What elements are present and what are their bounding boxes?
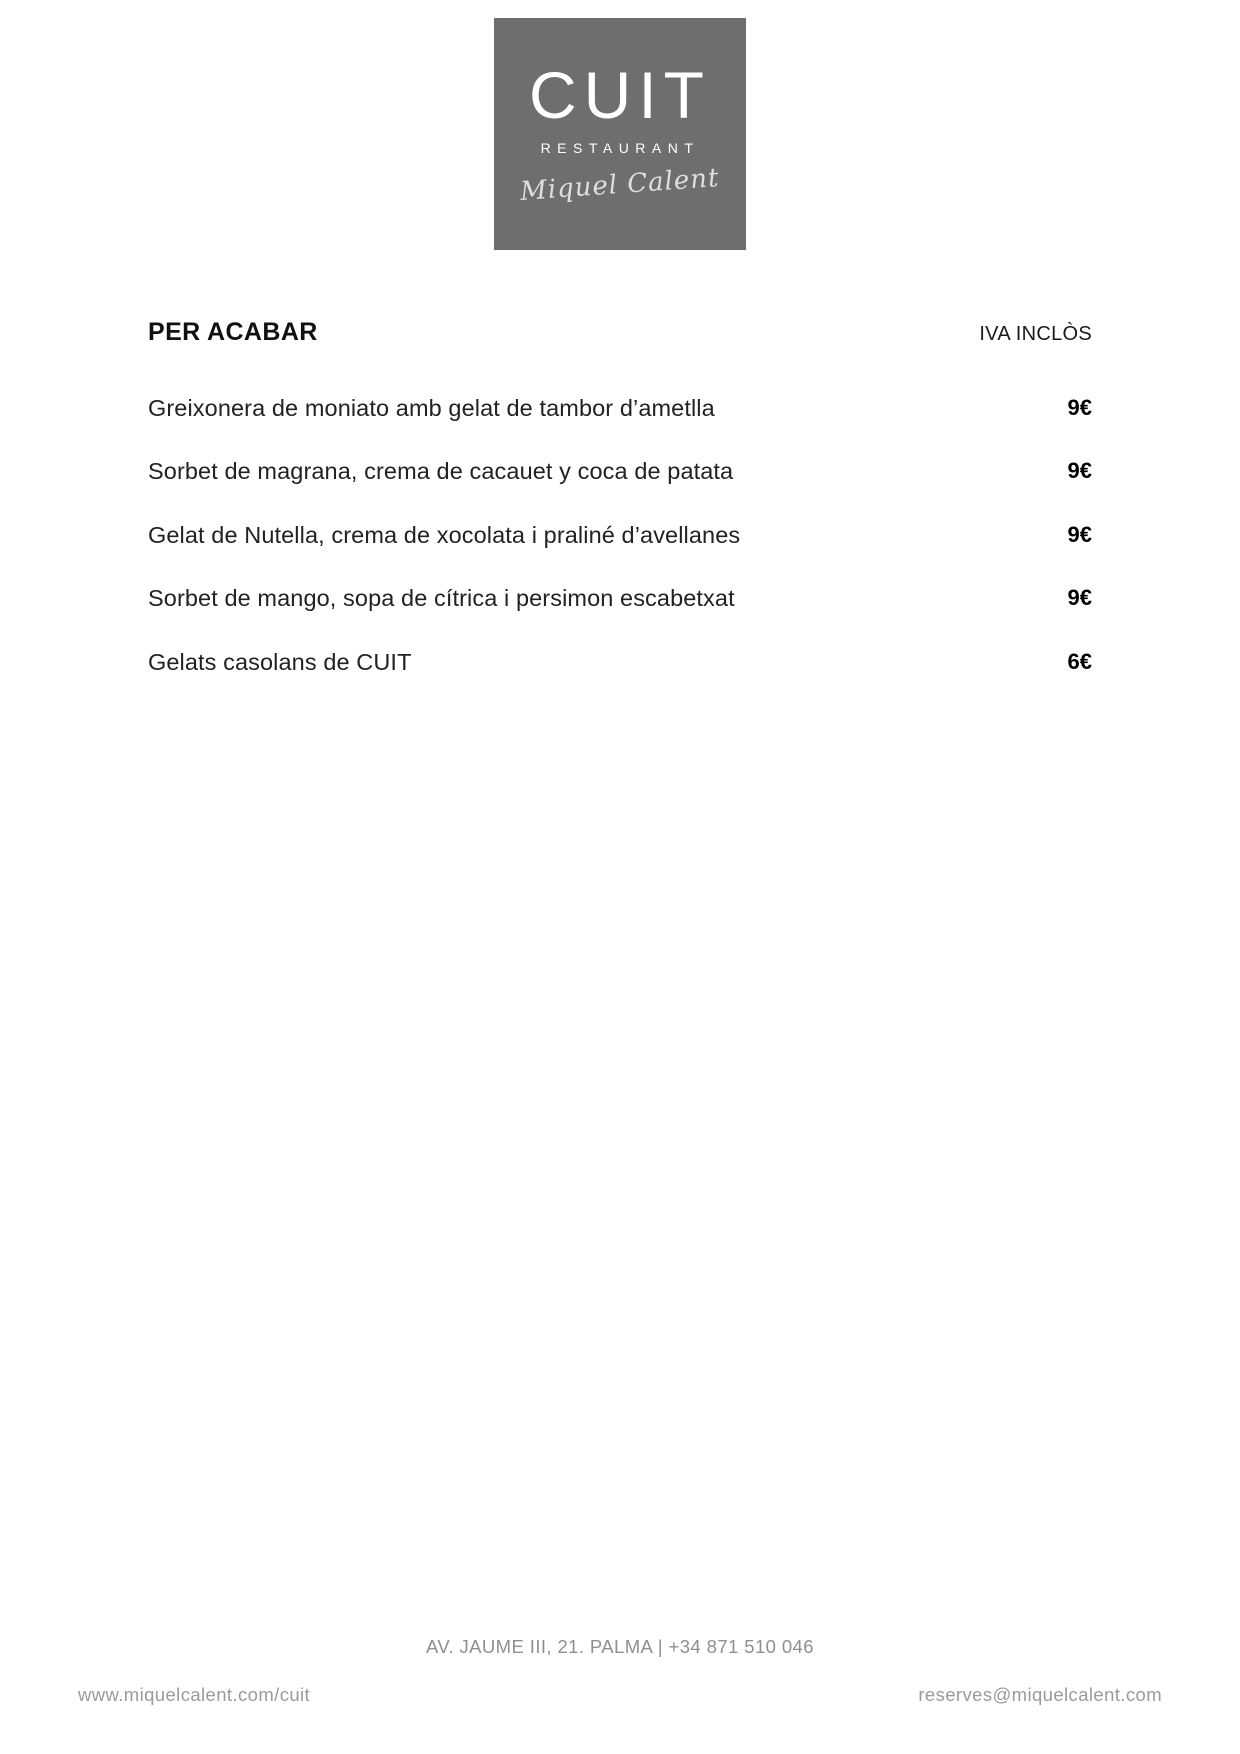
footer-contact-row xyxy=(78,1684,1162,1706)
menu-item-price: 9€ xyxy=(1067,395,1092,420)
menu-item-name: Gelats casolans de CUIT xyxy=(148,648,412,675)
section-title: PER ACABAR xyxy=(148,318,318,346)
logo-wordmark: CUIT xyxy=(529,58,711,132)
menu-item-name: Sorbet de magrana, crema de cacauet y coca de patata xyxy=(148,458,734,485)
vat-note: IVA INCLÒS xyxy=(979,323,1092,345)
menu-item xyxy=(148,647,1092,678)
logo-signature: Miquel Calent xyxy=(519,163,721,207)
menu-item-price: 9€ xyxy=(1067,521,1092,547)
menu-section xyxy=(148,318,1092,710)
footer-email-link[interactable]: reserves@miquelcalent.com xyxy=(918,1684,1162,1705)
section-header xyxy=(148,318,1092,347)
menu-item xyxy=(148,456,1092,487)
logo-subtitle: RESTAURANT xyxy=(540,140,700,156)
footer-website-link[interactable]: www.miquelcalent.com/cuit xyxy=(78,1684,311,1705)
menu-item-name: Gelat de Nutella, crema de xocolata i praliné d’avellanes xyxy=(148,521,741,548)
menu-item xyxy=(148,393,1092,424)
footer-address: AV. JAUME III, 21. PALMA | +34 871 510 046 xyxy=(426,1636,814,1657)
menu-item-name: Greixonera de moniato amb gelat de tambor d’ametlla xyxy=(148,395,715,421)
menu-item-price: 6€ xyxy=(1067,648,1092,674)
restaurant-logo xyxy=(494,18,746,250)
menu-item xyxy=(148,583,1092,614)
menu-item-price: 9€ xyxy=(1067,585,1092,611)
menu-item xyxy=(148,520,1092,551)
menu-item-price: 9€ xyxy=(1067,458,1092,484)
page-footer xyxy=(0,1636,1240,1706)
menu-item-name: Sorbet de mango, sopa de cítrica i persimon escabetxat xyxy=(148,585,735,612)
